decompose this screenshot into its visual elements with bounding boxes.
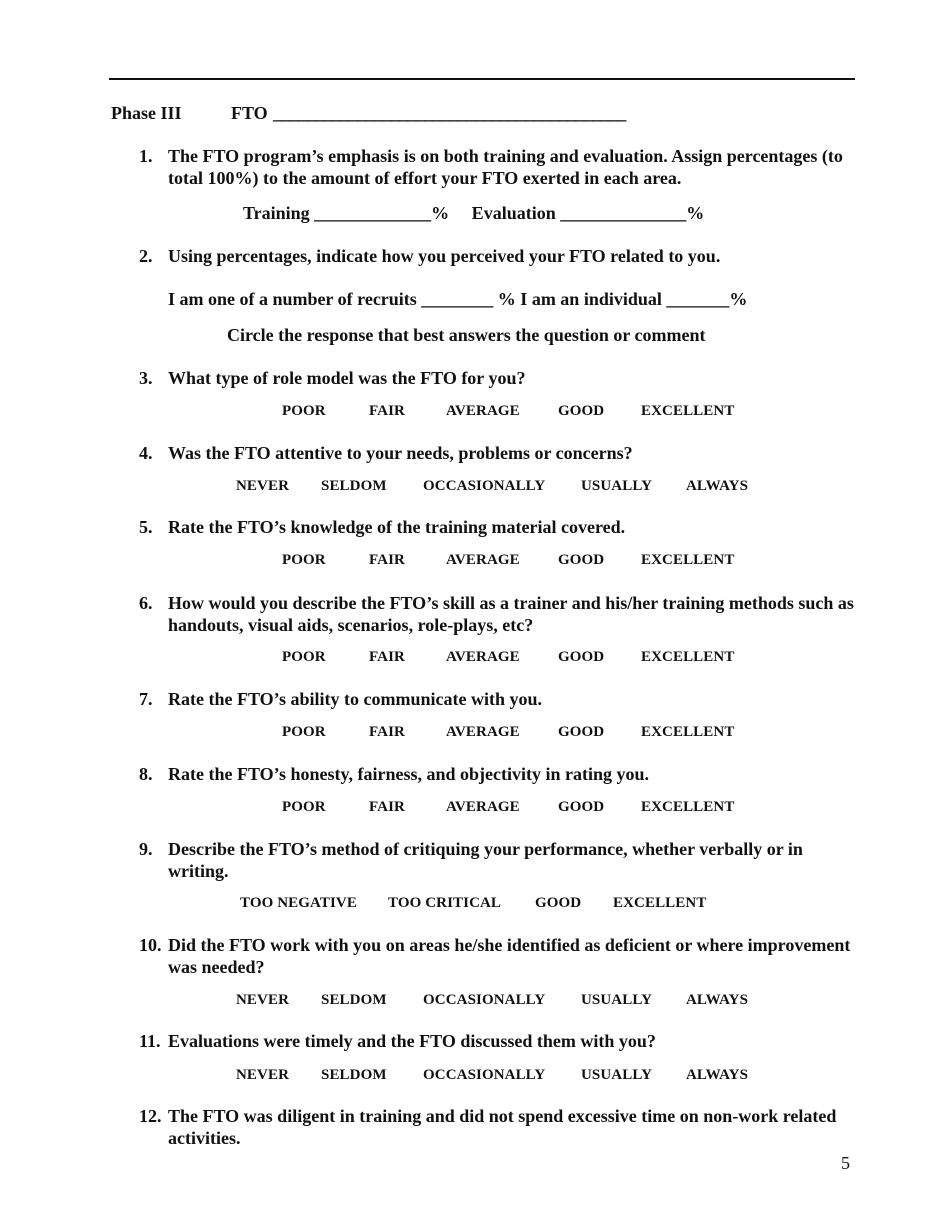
phase-label: Phase III <box>111 103 182 123</box>
question-number: 4. <box>139 443 153 463</box>
option-average[interactable]: AVERAGE <box>446 799 520 815</box>
question-text: Did the FTO work with you on areas he/she identified as deficient or where improvement was needed? <box>168 935 851 977</box>
option-good[interactable]: GOOD <box>558 724 605 740</box>
option-excellent[interactable]: EXCELLENT <box>641 552 735 568</box>
question-text: What type of role model was the FTO for you? <box>168 368 526 388</box>
option-fair[interactable]: FAIR <box>369 724 405 740</box>
option-seldom[interactable]: SELDOM <box>321 1067 387 1083</box>
option-poor[interactable]: POOR <box>282 799 326 815</box>
option-never[interactable]: NEVER <box>236 478 290 494</box>
q1-percent-answer[interactable]: Training _____________% Evaluation ______________% <box>243 203 705 223</box>
fto-label: FTO <box>231 103 268 123</box>
option-fair[interactable]: FAIR <box>369 799 405 815</box>
question-number: 9. <box>139 839 153 859</box>
option-poor[interactable]: POOR <box>282 403 326 419</box>
option-average[interactable]: AVERAGE <box>446 403 520 419</box>
option-good[interactable]: GOOD <box>535 895 582 911</box>
option-poor[interactable]: POOR <box>282 649 326 665</box>
question-number: 2. <box>139 246 153 266</box>
option-excellent[interactable]: EXCELLENT <box>641 649 735 665</box>
question-number: 7. <box>139 689 153 709</box>
option-always[interactable]: ALWAYS <box>686 478 749 494</box>
page-number: 5 <box>841 1153 850 1173</box>
option-average[interactable]: AVERAGE <box>446 649 520 665</box>
option-fair[interactable]: FAIR <box>369 552 405 568</box>
option-excellent[interactable]: EXCELLENT <box>641 724 735 740</box>
question-text: Rate the FTO’s honesty, fairness, and objectivity in rating you. <box>168 764 650 784</box>
question-text: Evaluations were timely and the FTO discussed them with you? <box>168 1031 656 1051</box>
option-usually[interactable]: USUALLY <box>581 478 653 494</box>
option-fair[interactable]: FAIR <box>369 649 405 665</box>
question-number: 1. <box>139 146 153 166</box>
option-seldom[interactable]: SELDOM <box>321 478 387 494</box>
option-usually[interactable]: USUALLY <box>581 992 653 1008</box>
option-average[interactable]: AVERAGE <box>446 552 520 568</box>
option-good[interactable]: GOOD <box>558 649 605 665</box>
question-number: 10. <box>139 935 162 955</box>
question-number: 11. <box>139 1031 161 1051</box>
question-text: The FTO program’s emphasis is on both training and evaluation. Assign percentages (to total 100%) to the amount of effort your FTO exerted in each area. <box>168 146 843 188</box>
option-average[interactable]: AVERAGE <box>446 724 520 740</box>
option-excellent[interactable]: EXCELLENT <box>641 799 735 815</box>
option-seldom[interactable]: SELDOM <box>321 992 387 1008</box>
option-good[interactable]: GOOD <box>558 403 605 419</box>
question-text: Rate the FTO’s knowledge of the training material covered. <box>168 517 626 537</box>
header-rule <box>109 78 855 80</box>
option-poor[interactable]: POOR <box>282 724 326 740</box>
question-number: 12. <box>139 1106 162 1126</box>
question-text: How would you describe the FTO’s skill as a trainer and his/her training methods such as handouts, visual aids, scenarios, role-plays, etc? <box>168 593 854 635</box>
question-text: Rate the FTO’s ability to communicate with you. <box>168 689 542 709</box>
option-good[interactable]: GOOD <box>558 552 605 568</box>
option-never[interactable]: NEVER <box>236 1067 290 1083</box>
option-poor[interactable]: POOR <box>282 552 326 568</box>
option-always[interactable]: ALWAYS <box>686 1067 749 1083</box>
option-excellent[interactable]: EXCELLENT <box>641 403 735 419</box>
option-too-negative[interactable]: TOO NEGATIVE <box>240 895 357 911</box>
option-never[interactable]: NEVER <box>236 992 290 1008</box>
option-too-critical[interactable]: TOO CRITICAL <box>388 895 502 911</box>
question-number: 8. <box>139 764 153 784</box>
option-always[interactable]: ALWAYS <box>686 992 749 1008</box>
question-text: Was the FTO attentive to your needs, problems or concerns? <box>168 443 633 463</box>
question-text: Using percentages, indicate how you perceived your FTO related to you. <box>168 246 721 266</box>
question-text: Describe the FTO’s method of critiquing your performance, whether verbally or in writing. <box>168 839 803 881</box>
question-number: 5. <box>139 517 153 537</box>
option-occasionally[interactable]: OCCASIONALLY <box>423 992 546 1008</box>
option-fair[interactable]: FAIR <box>369 403 405 419</box>
question-number: 3. <box>139 368 153 388</box>
option-excellent[interactable]: EXCELLENT <box>613 895 707 911</box>
q2-percent-answer[interactable]: I am one of a number of recruits ________ % I am an individual _______% <box>168 289 748 309</box>
option-occasionally[interactable]: OCCASIONALLY <box>423 1067 546 1083</box>
question-text: The FTO was diligent in training and did not spend excessive time on non-work related activities. <box>168 1106 837 1148</box>
question-number: 6. <box>139 593 153 613</box>
instruction-text: Circle the response that best answers the question or comment <box>227 325 706 345</box>
option-good[interactable]: GOOD <box>558 799 605 815</box>
option-occasionally[interactable]: OCCASIONALLY <box>423 478 546 494</box>
option-usually[interactable]: USUALLY <box>581 1067 653 1083</box>
fto-name-blank[interactable]: __________________________________________ <box>273 103 626 123</box>
